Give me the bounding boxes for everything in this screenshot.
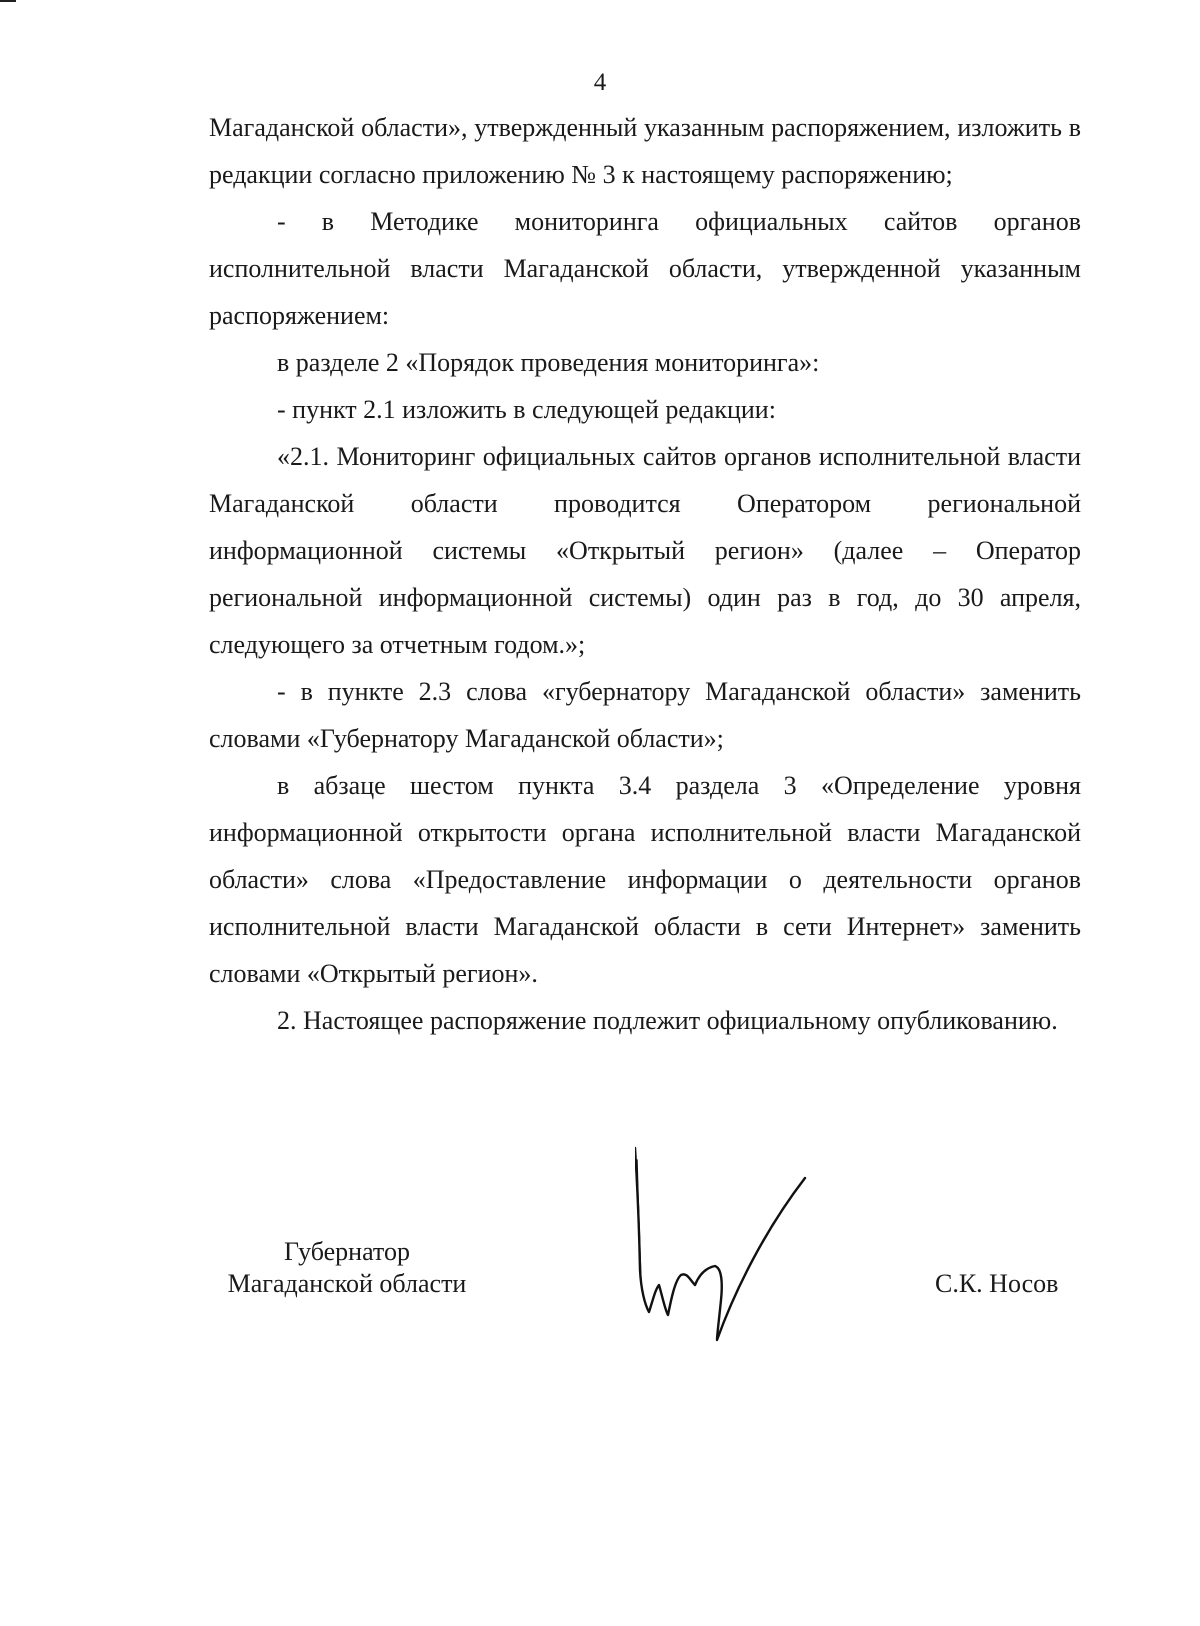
paragraph: Магаданской области», утвержденный указанным распоряжением, изложить в редакции согласно приложению № 3 к настоящему распоряжению; (209, 113, 1081, 189)
paragraph: - в Методике мониторинга официальных сайтов органов исполнительной власти Магаданской области, утвержденной указанным распоряжением: (209, 207, 1081, 330)
paragraph: 2. Настоящее распоряжение подлежит официальному опубликованию. (277, 1006, 1058, 1035)
paragraph: в абзаце шестом пункта 3.4 раздела 3 «Определение уровня информационной открытости органа исполнительной власти Магаданской области» слова «Предоставление информации о деятельности органов исполнительной власти Магаданской области в сети Интернет» заменить словами «Открытый регион». (209, 771, 1081, 988)
scan-corner-mark (0, 0, 16, 2)
paragraph: - пункт 2.1 изложить в следующей редакции: (277, 395, 776, 424)
paragraph: в разделе 2 «Порядок проведения мониторинга»: (277, 348, 820, 377)
page-number: 4 (593, 69, 607, 96)
signatory-title-line2: Магаданской области (227, 1269, 467, 1298)
handwritten-signature (635, 1140, 835, 1350)
signatory-title-line1: Губернатор (284, 1237, 410, 1266)
signatory-name: С.К. Носов (935, 1269, 1059, 1298)
signatory-title (217, 1236, 477, 1300)
paragraph: «2.1. Мониторинг официальных сайтов органов исполнительной власти Магаданской области проводится Оператором региональной информационной системы «Открытый регион» (далее – Оператор региональной информационной системы) один раз в год, до 30 апреля, следующего за отчетным годом.»; (209, 442, 1081, 659)
paragraph: - в пункте 2.3 слова «губернатору Магаданской области» заменить словами «Губернатору Магаданской области»; (209, 677, 1081, 753)
document-body (209, 104, 1081, 1044)
